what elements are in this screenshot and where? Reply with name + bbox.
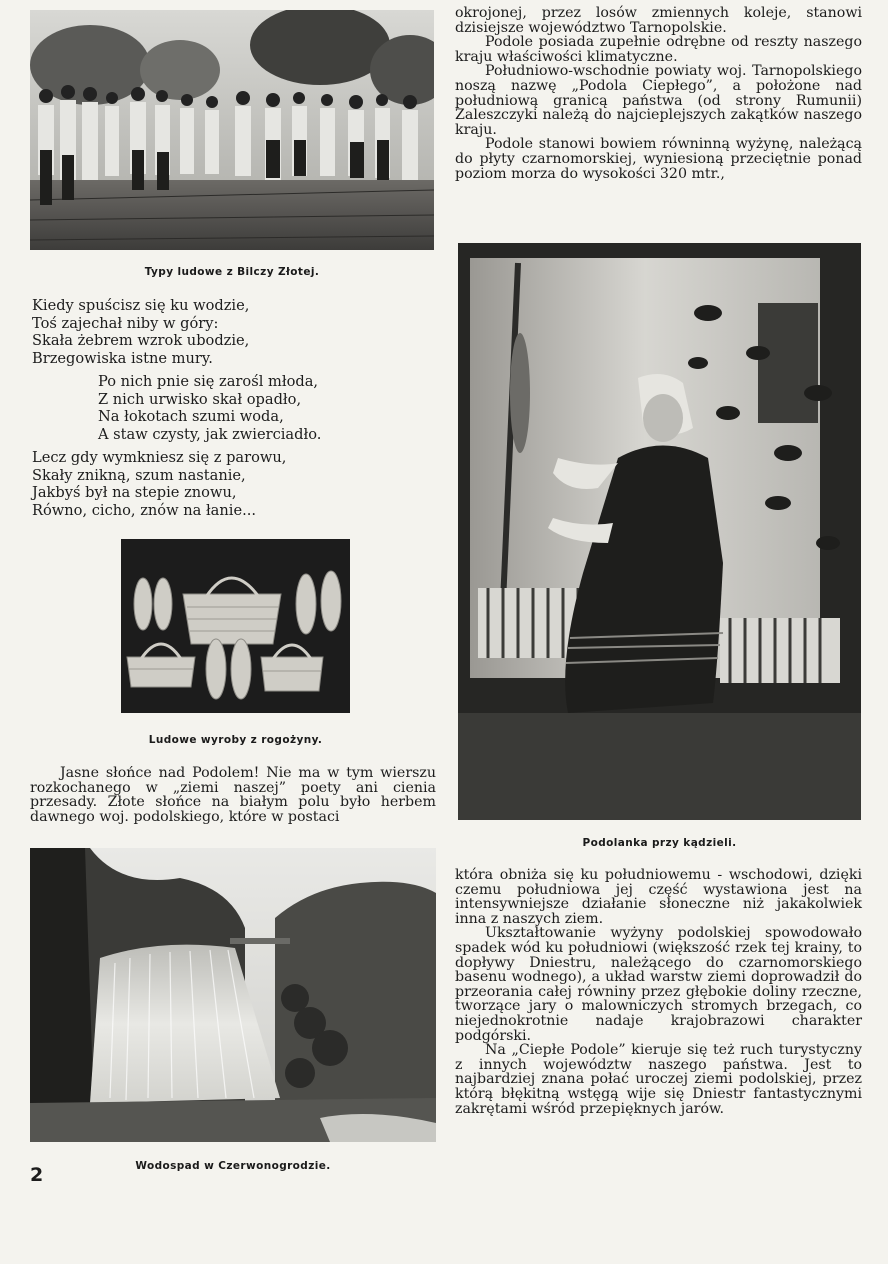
poem-line: Z nich urwisko skał opadło,	[98, 390, 302, 408]
poem-stanza-3	[32, 449, 432, 519]
wicker-goods-caption: Ludowe wyroby z rogożyny.	[148, 734, 323, 746]
paragraph: okrojonej, przez losów zmiennych koleje, stanowi dzisiejsze województwo Tarnopolskie.	[455, 5, 862, 36]
left-paragraph-text: Jasne słońce nad Podolem! Nie ma w tym wierszu rozkochanego w „ziemi naszej” poety ani cienia przesady. Złote słońce na białym polu było herbem dawnego woj. podolskiego, które w postaci	[30, 765, 436, 825]
poem-line: A staw czysty, jak zwierciadło.	[98, 425, 322, 443]
folk-types-caption: Typy ludowe z Bilczy Złotej.	[144, 266, 320, 278]
poem-line: Równo, cicho, znów na łanie...	[32, 501, 257, 519]
poem-line: Lecz gdy wymkniesz się z parowu,	[32, 449, 287, 466]
paragraph: Na „Ciepłe Podole” kieruje się też ruch turystyczny z innych województw naszego państwa. Jest to najbardziej znana połać uroczej ziemi podolskiej, przez którą błękitną wstęgą wije się Dniestr fantastycznymi zakrętami wśród przepięknych jarów.	[455, 1042, 862, 1117]
paragraph: Podole posiada zupełnie odrębne od reszty naszego kraju właściwości klimatyczne.	[455, 34, 862, 65]
left-paragraph	[30, 766, 436, 824]
wicker-goods-photo	[121, 539, 350, 713]
poem-line: Na łokotach szumi woda,	[98, 408, 284, 425]
poem-line: Toś zajechał niby w góry:	[32, 314, 219, 332]
paragraph: Podole stanowi bowiem równinną wyżynę, należącą do płyty czarnomorskiej, wyniesioną przeciętnie ponad poziom morza do wysokości 320 mtr.,	[455, 136, 862, 182]
poem-line: Po nich pnie się zarośl młoda,	[98, 373, 319, 390]
poem-stanza-1	[32, 297, 432, 367]
poem-line: Jakbyś był na stepie znowu,	[32, 484, 237, 501]
poem-stanza-2	[32, 373, 432, 443]
waterfall-caption: Wodospad w Czerwonogrodzie.	[135, 1160, 331, 1172]
poem-line: Kiedy spuścisz się ku wodzie,	[32, 297, 250, 314]
paragraph: Południowo-wschodnie powiaty woj. Tarnopolskiego noszą nazwę „Podola Ciepłego”, a położone nad południową granicą państwa (od strony Rumunii) Zaleszczyki należą do najcieplejszych zakątków naszego kraju.	[455, 63, 862, 138]
paragraph: która obniża się ku południowemu - wschodowi, dzięki czemu południowa jej część wystawiona jest na intensywniejsze działanie słoneczne niż jakakolwiek inna z naszych ziem.	[455, 867, 862, 927]
page-number: 2	[30, 1164, 44, 1186]
waterfall-photo	[30, 848, 436, 1142]
spinner-photo	[458, 243, 861, 820]
right-bottom-text	[455, 868, 862, 1116]
poem-line: Skała żebrem wzrok ubodzie,	[32, 332, 250, 349]
poem	[32, 297, 432, 525]
paragraph: Ukształtowanie wyżyny podolskiej spowodowało spadek wód ku południowi (większość rzek tej krainy, to dopływy Dniestru, należącego do czarnomorskiego basenu wodnego), a układ warstw ziemi doprowadził do przeorania całej równiny przez głębokie doliny rzeczne, tworzące jary o malowniczych stromych brzegach, co niejednokrotnie nadaje krajobrazowi charakter podgórski.	[455, 925, 862, 1044]
poem-line: Skały znikną, szum nastanie,	[32, 466, 246, 484]
folk-types-photo	[30, 10, 434, 250]
spinner-caption: Podolanka przy kądzieli.	[582, 837, 737, 849]
poem-line: Brzegowiska istne mury.	[32, 349, 213, 367]
right-top-text	[455, 6, 862, 181]
